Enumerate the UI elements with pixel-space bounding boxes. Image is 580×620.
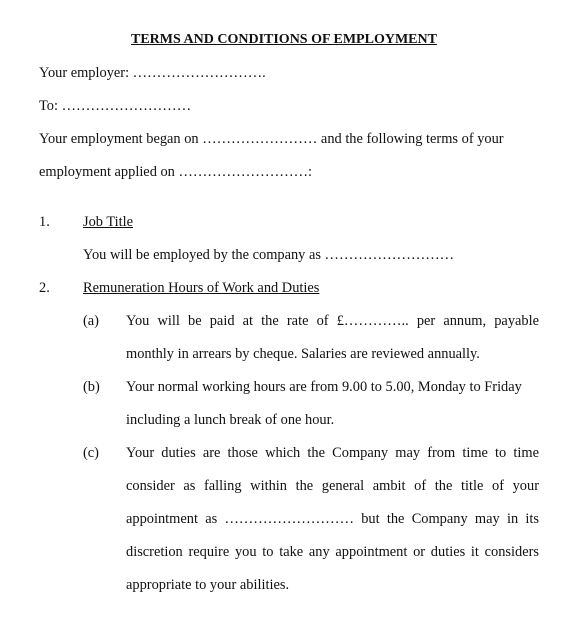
section-heading-job-title: Job Title	[83, 214, 133, 230]
job-title-body: You will be employed by the company as ………………………	[83, 247, 455, 263]
item-label: (a)	[83, 313, 99, 329]
item-text-line: appropriate to your abilities.	[126, 577, 290, 593]
item-text-line: consider as falling within the general ambit of the title of your	[126, 478, 539, 494]
to-line: To: ………………………	[39, 98, 192, 114]
employment-applied-line: employment applied on ………………………:	[39, 164, 312, 180]
item-text-line: appointment as ……………………… but the Company may in its	[126, 511, 539, 527]
employment-began-line: Your employment began on …………………… and the following terms of your	[39, 131, 504, 147]
item-label: (c)	[83, 445, 99, 461]
item-text-line: Your normal working hours are from 9.00 to 5.00, Monday to Friday	[126, 379, 522, 395]
employer-line: Your employer: ……………………….	[39, 65, 266, 81]
item-text-line: monthly in arrears by cheque. Salaries are reviewed annually.	[126, 346, 480, 362]
item-text-line: You will be paid at the rate of £………….. per annum, payable	[126, 313, 539, 329]
item-text-line: including a lunch break of one hour.	[126, 412, 335, 428]
section-number: 1.	[39, 214, 50, 230]
section-number: 2.	[39, 280, 50, 296]
section-heading-remuneration: Remuneration Hours of Work and Duties	[83, 280, 320, 296]
item-text-line: discretion require you to take any appointment or duties it considers	[126, 544, 539, 560]
item-text-line: Your duties are those which the Company may from time to time	[126, 445, 539, 461]
document-title: TERMS AND CONDITIONS OF EMPLOYMENT	[131, 32, 437, 47]
item-label: (b)	[83, 379, 100, 395]
